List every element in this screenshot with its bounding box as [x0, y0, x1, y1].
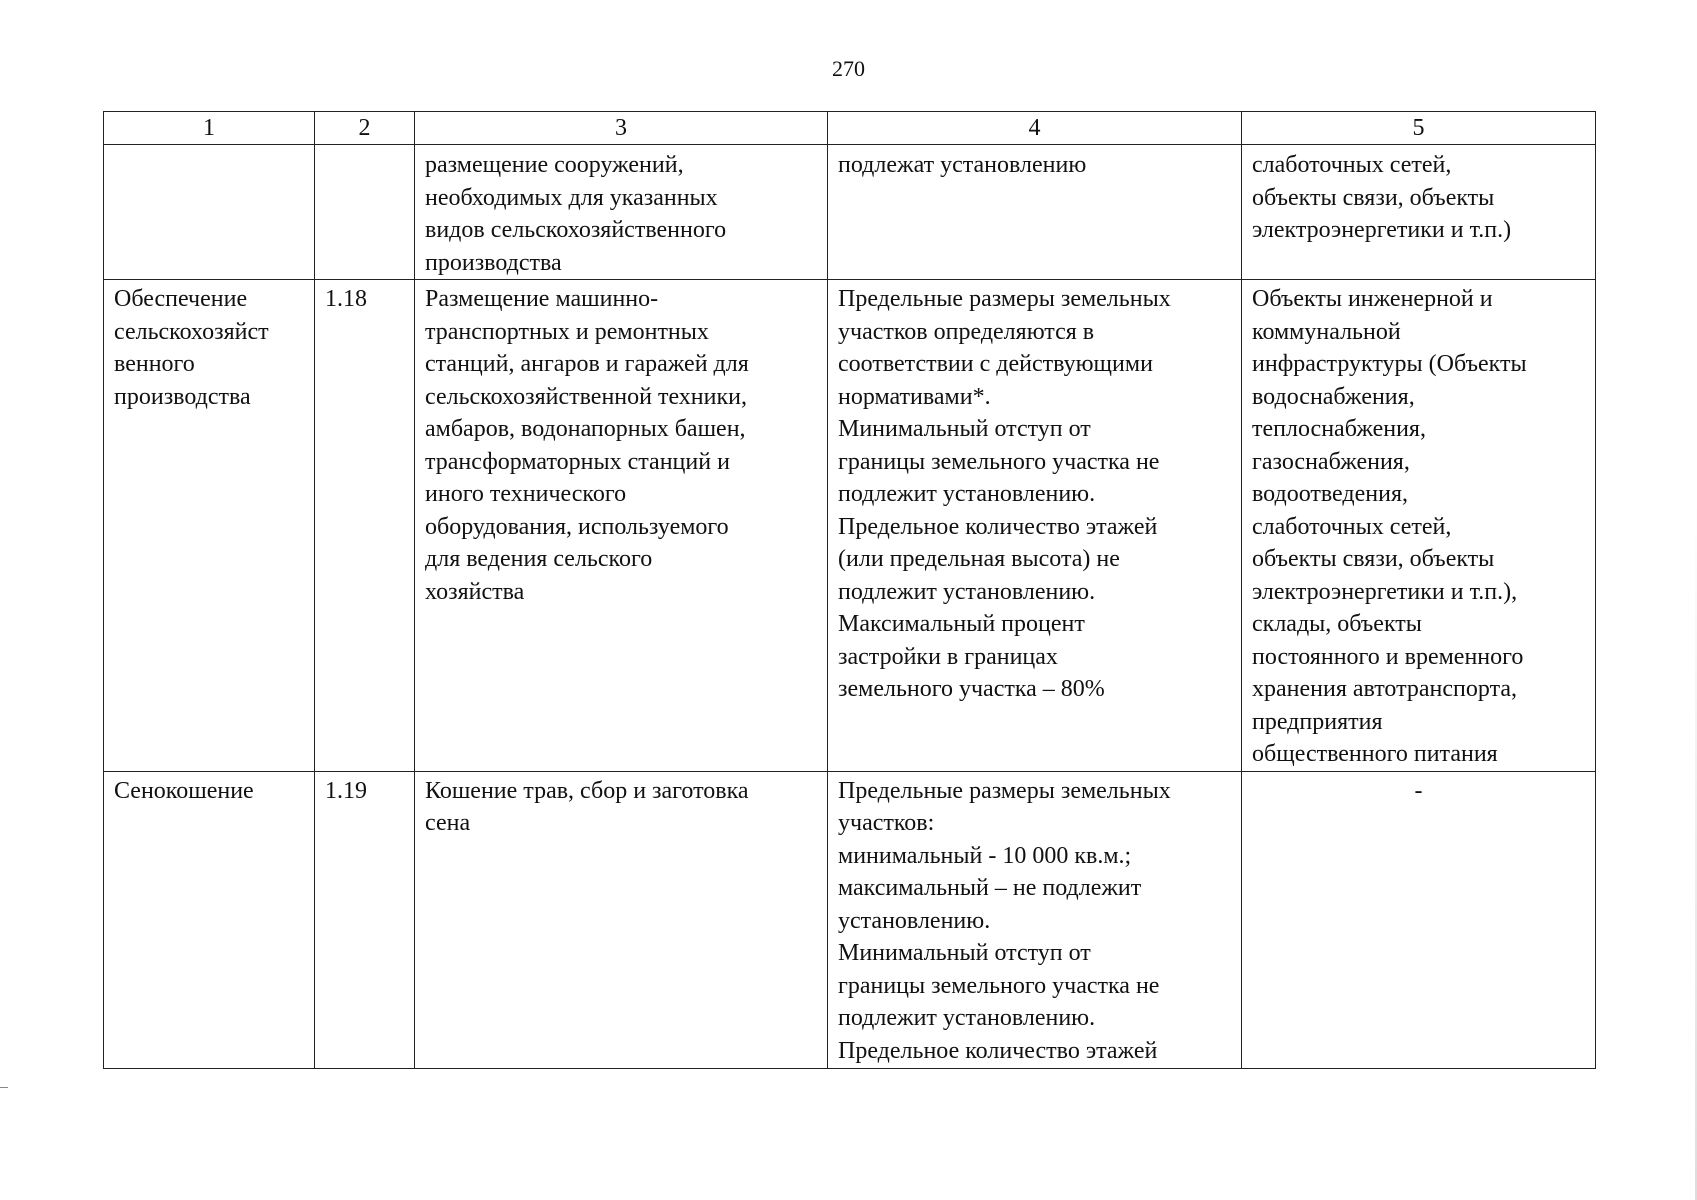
use-type-name-cell — [104, 145, 315, 280]
column-header-2: 2 — [315, 112, 415, 145]
parameters: Предельные размеры земельных участков определяются в соответствии с действующими нормативами*. Минимальный отступ от границы земельного участка не подлежит установлению. Предельное количество этажей (или предельная высота) не подлежит установлению. Максимальный процент застройки в границах земельного участка – 80% — [838, 286, 1171, 702]
parameters: Предельные размеры земельных участков: минимальный - 10 000 кв.м.; максимальный – не подлежит установлению. Минимальный отступ от границы земельного участка не подлежит установлению. Предельное количество этажей — [838, 777, 1171, 1064]
use-type-code-cell — [315, 771, 415, 1068]
scan-margin-mark — [0, 1087, 8, 1088]
table-row — [104, 280, 1596, 772]
use-type-name: Обеспечение сельскохозяйст венного производства — [114, 286, 269, 410]
table-header-row — [104, 112, 1596, 145]
auxiliary-uses: Объекты инженерной и коммунальной инфраструктуры (Объекты водоснабжения, теплоснабжения, газоснабжения, водоотведения, слаботочных сетей, объекты связи, объекты электроэнергетики и т.п.), склады, объекты постоянного и временного хранения автотранспорта, предприятия общественного питания — [1252, 286, 1527, 767]
auxiliary-uses-cell — [1242, 280, 1596, 772]
column-header-1: 1 — [104, 112, 315, 145]
use-type-name: Сенокошение — [114, 777, 254, 804]
use-description-cell — [415, 145, 828, 280]
use-type-code: 1.18 — [325, 286, 367, 312]
use-type-code-cell — [315, 280, 415, 772]
use-description-cell — [415, 280, 828, 772]
use-type-code-cell — [315, 145, 415, 280]
column-header-4: 4 — [828, 112, 1242, 145]
use-description: Размещение машинно- транспортных и ремонтных станций, ангаров и гаражей для сельскохозяйственной техники, амбаров, водонапорных башен, трансформаторных станций и иного технического оборудования, используемого для ведения сельского хозяйства — [425, 286, 749, 605]
parameters-cell — [828, 280, 1242, 772]
use-description-cell — [415, 771, 828, 1068]
use-description: Кошение трав, сбор и заготовка сена — [425, 777, 749, 836]
column-header-3: 3 — [415, 112, 828, 145]
parameters-cell — [828, 145, 1242, 280]
land-use-regulations-table — [103, 111, 1596, 1069]
auxiliary-uses-cell — [1242, 771, 1596, 1068]
use-type-code: 1.19 — [325, 777, 367, 804]
auxiliary-uses: слаботочных сетей, объекты связи, объекты электроэнергетики и т.п.) — [1252, 152, 1512, 243]
use-type-name-cell — [104, 280, 315, 772]
parameters-cell — [828, 771, 1242, 1068]
column-header-5: 5 — [1242, 112, 1596, 145]
table-row — [104, 145, 1596, 280]
use-description: размещение сооружений, необходимых для указанных видов сельскохозяйственного производства — [425, 152, 727, 276]
page-number: 270 — [832, 56, 865, 81]
auxiliary-uses: - — [1414, 777, 1423, 804]
use-type-name-cell — [104, 771, 315, 1068]
auxiliary-uses-cell — [1242, 145, 1596, 280]
parameters: подлежат установлению — [838, 152, 1087, 178]
table-row — [104, 771, 1596, 1068]
